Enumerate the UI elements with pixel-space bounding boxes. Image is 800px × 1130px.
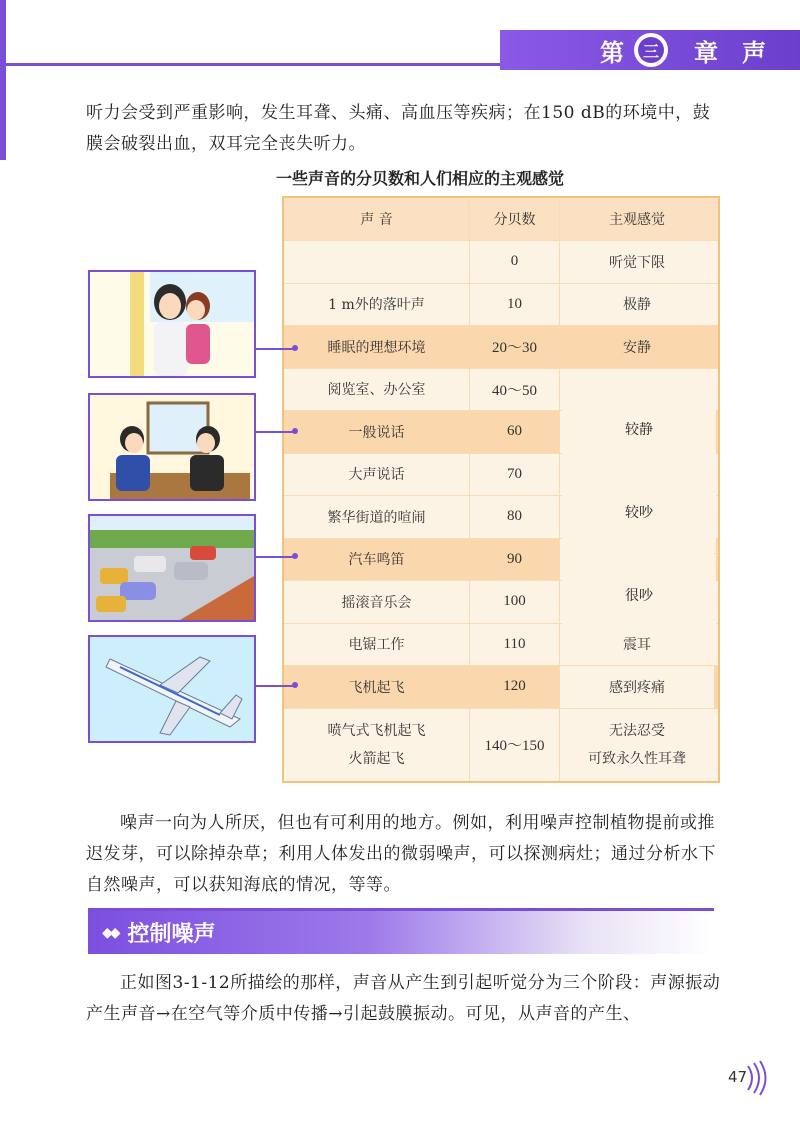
decibel-table: [282, 196, 720, 783]
row-sound: 1 m外的落叶声: [284, 284, 470, 326]
row-db: 60: [470, 411, 560, 453]
margin-accent-bar: [0, 0, 6, 160]
table-header-row: [284, 198, 718, 240]
connector-line: [256, 556, 296, 558]
illustration-airplane: [88, 635, 256, 743]
table-row: [284, 708, 718, 781]
row-sound: 摇滚音乐会: [284, 581, 470, 623]
connector-line: [256, 431, 296, 433]
row-db: 100: [470, 581, 560, 623]
row-sound: 睡眠的理想环境: [284, 326, 470, 368]
table-caption: 一些声音的分贝数和人们相应的主观感觉: [275, 169, 564, 188]
header-db: 分贝数: [470, 198, 560, 240]
connector-dot: [292, 345, 298, 351]
row-db: 90: [470, 539, 560, 581]
row-db: 140～150: [470, 709, 560, 781]
row-db: 120: [470, 666, 560, 708]
paragraph-intro: 听力会受到严重影响，发生耳聋、头痛、高血压等疾病；在150 dB的环境中，鼓膜会破裂出血，双耳完全丧失听力。: [86, 103, 711, 154]
row-feeling: 安静: [623, 339, 651, 356]
paragraph-control: 正如图3-1-12所描绘的那样，声音从产生到引起听觉分为三个阶段：声源振动产生声音→在空气等介质中传播→引起鼓膜振动。可见，从声音的产生、: [86, 973, 721, 1024]
row-sound: 阅览室、办公室: [284, 369, 470, 411]
row-db: 20～30: [470, 326, 560, 368]
merged-feeling-cell: 较吵: [562, 471, 716, 553]
chapter-number: 三: [638, 37, 664, 63]
connector-dot: [292, 682, 298, 688]
connector-line: [256, 348, 296, 350]
row-db: 80: [470, 496, 560, 538]
table-row: [284, 325, 718, 368]
connector-dot: [292, 428, 298, 434]
chapter-word-2: 章: [694, 37, 718, 67]
airplane-scene-image: [90, 637, 254, 741]
conversation-scene-image: [90, 395, 254, 499]
header-rule: [0, 63, 500, 66]
row-sound: 大声说话: [284, 454, 470, 496]
header-feeling: 主观感觉: [609, 212, 665, 228]
illustration-conversation: [88, 393, 256, 501]
header-sound: 声 音: [284, 198, 470, 240]
illustration-traffic: [88, 514, 256, 622]
row-sound: 飞机起飞: [284, 666, 470, 708]
diamond-bullet-icon: ◆◆: [102, 924, 118, 941]
row-sound: [284, 709, 470, 781]
illustration-whisper: [88, 270, 256, 378]
section-title: 控制噪声: [127, 922, 216, 947]
row-feeling: 感到疼痛: [560, 666, 714, 708]
row-feeling-line: 可致永久性耳聋: [588, 750, 686, 767]
traffic-scene-image: [90, 516, 254, 620]
merged-feeling-cell: 很吵: [562, 554, 716, 636]
row-feeling: 听觉下限: [609, 254, 665, 271]
row-sound-line: 喷气式飞机起飞: [327, 722, 426, 739]
chapter-header: [500, 30, 800, 70]
table-row: [284, 240, 718, 283]
row-sound: 一般说话: [284, 411, 470, 453]
row-feeling: 震耳: [623, 637, 651, 654]
row-db: 70: [470, 454, 560, 496]
connector-line: [256, 685, 296, 687]
whisper-scene-image: [90, 272, 254, 376]
chapter-word-1: 第: [600, 37, 624, 67]
connector-dot: [292, 553, 298, 559]
page-number: 47: [728, 1068, 748, 1086]
row-db: 0: [470, 241, 560, 283]
table-row: [284, 283, 718, 326]
row-sound: 电锯工作: [284, 624, 470, 666]
row-sound-line: 火箭起飞: [348, 750, 405, 767]
paragraph-noise-uses: 噪声一向为人所厌，但也有可利用的地方。例如，利用噪声控制植物提前或推迟发芽，可以除掉杂草；利用人体发出的微弱噪声，可以探测病灶；通过分析水下自然噪声，可以获知海底的情况，等等。: [86, 813, 716, 895]
row-sound: 汽车鸣笛: [284, 539, 470, 581]
row-db: 10: [470, 284, 560, 326]
row-feeling: 极静: [623, 297, 651, 314]
merged-feeling-cell: 较静: [562, 388, 716, 470]
table-row: [284, 665, 718, 708]
row-db: 40～50: [470, 369, 560, 411]
row-sound: [284, 241, 470, 283]
row-db: 110: [470, 624, 560, 666]
row-feeling-line: 无法忍受: [609, 722, 665, 739]
row-feeling: [560, 709, 714, 781]
chapter-title: 声: [742, 37, 766, 67]
section-heading: [88, 908, 714, 954]
chapter-number-badge: [634, 33, 668, 67]
sound-wave-icon: [744, 1060, 770, 1096]
row-sound: 繁华街道的喧闹: [284, 496, 470, 538]
